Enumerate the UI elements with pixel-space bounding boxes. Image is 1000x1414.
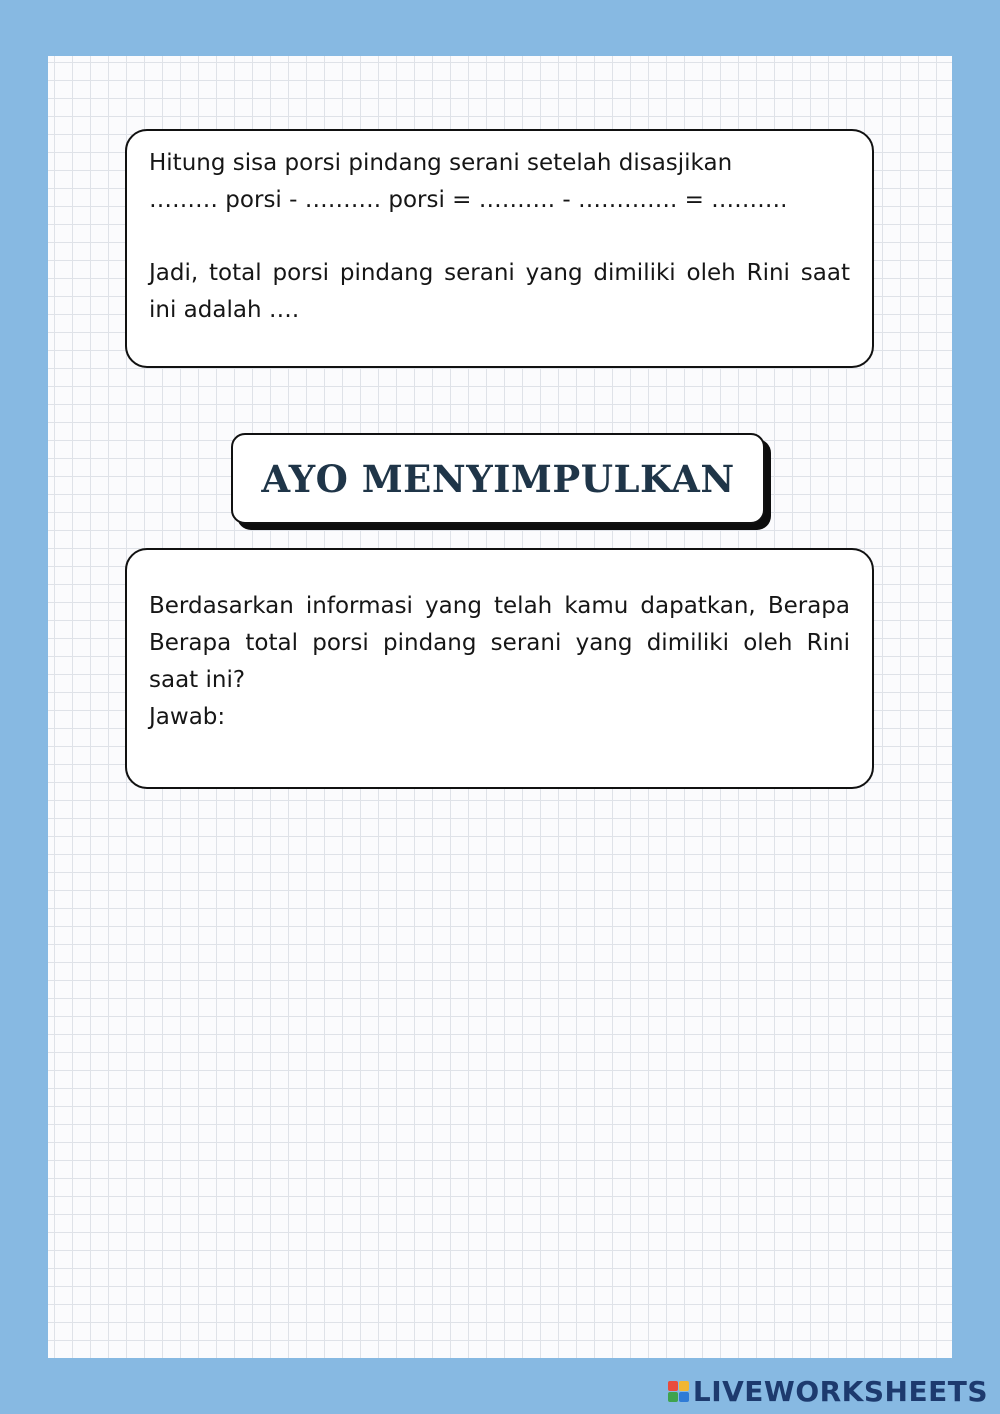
- brand-name: LIVEWORKSHEETS: [692, 1375, 988, 1408]
- logo-square-blue: [679, 1392, 689, 1402]
- logo-square-red: [668, 1381, 678, 1391]
- conclusion-question: Berdasarkan informasi yang telah kamu dapatkan, Berapa Berapa total porsi pindang serani yang dimiliki oleh Rini saat ini?: [149, 593, 850, 693]
- logo-square-yellow: [679, 1381, 689, 1391]
- conclusion-card: [125, 548, 874, 789]
- section-heading: AYO MENYIMPULKAN: [261, 456, 735, 501]
- liveworksheets-logo-icon: [668, 1381, 689, 1402]
- calculation-card: [125, 129, 874, 368]
- liveworksheets-brand: [668, 1375, 988, 1408]
- answer-label: Jawab:: [149, 704, 226, 730]
- calculation-formula: ……… porsi - ………. porsi = ………. - …………. = ……….: [149, 187, 788, 213]
- calculation-conclusion: Jadi, total porsi pindang serani yang dimiliki oleh Rini saat ini adalah ….: [149, 260, 850, 323]
- calculation-instruction: Hitung sisa porsi pindang serani setelah disasjikan: [149, 150, 733, 176]
- section-heading-box: [231, 433, 765, 524]
- logo-square-green: [668, 1392, 678, 1402]
